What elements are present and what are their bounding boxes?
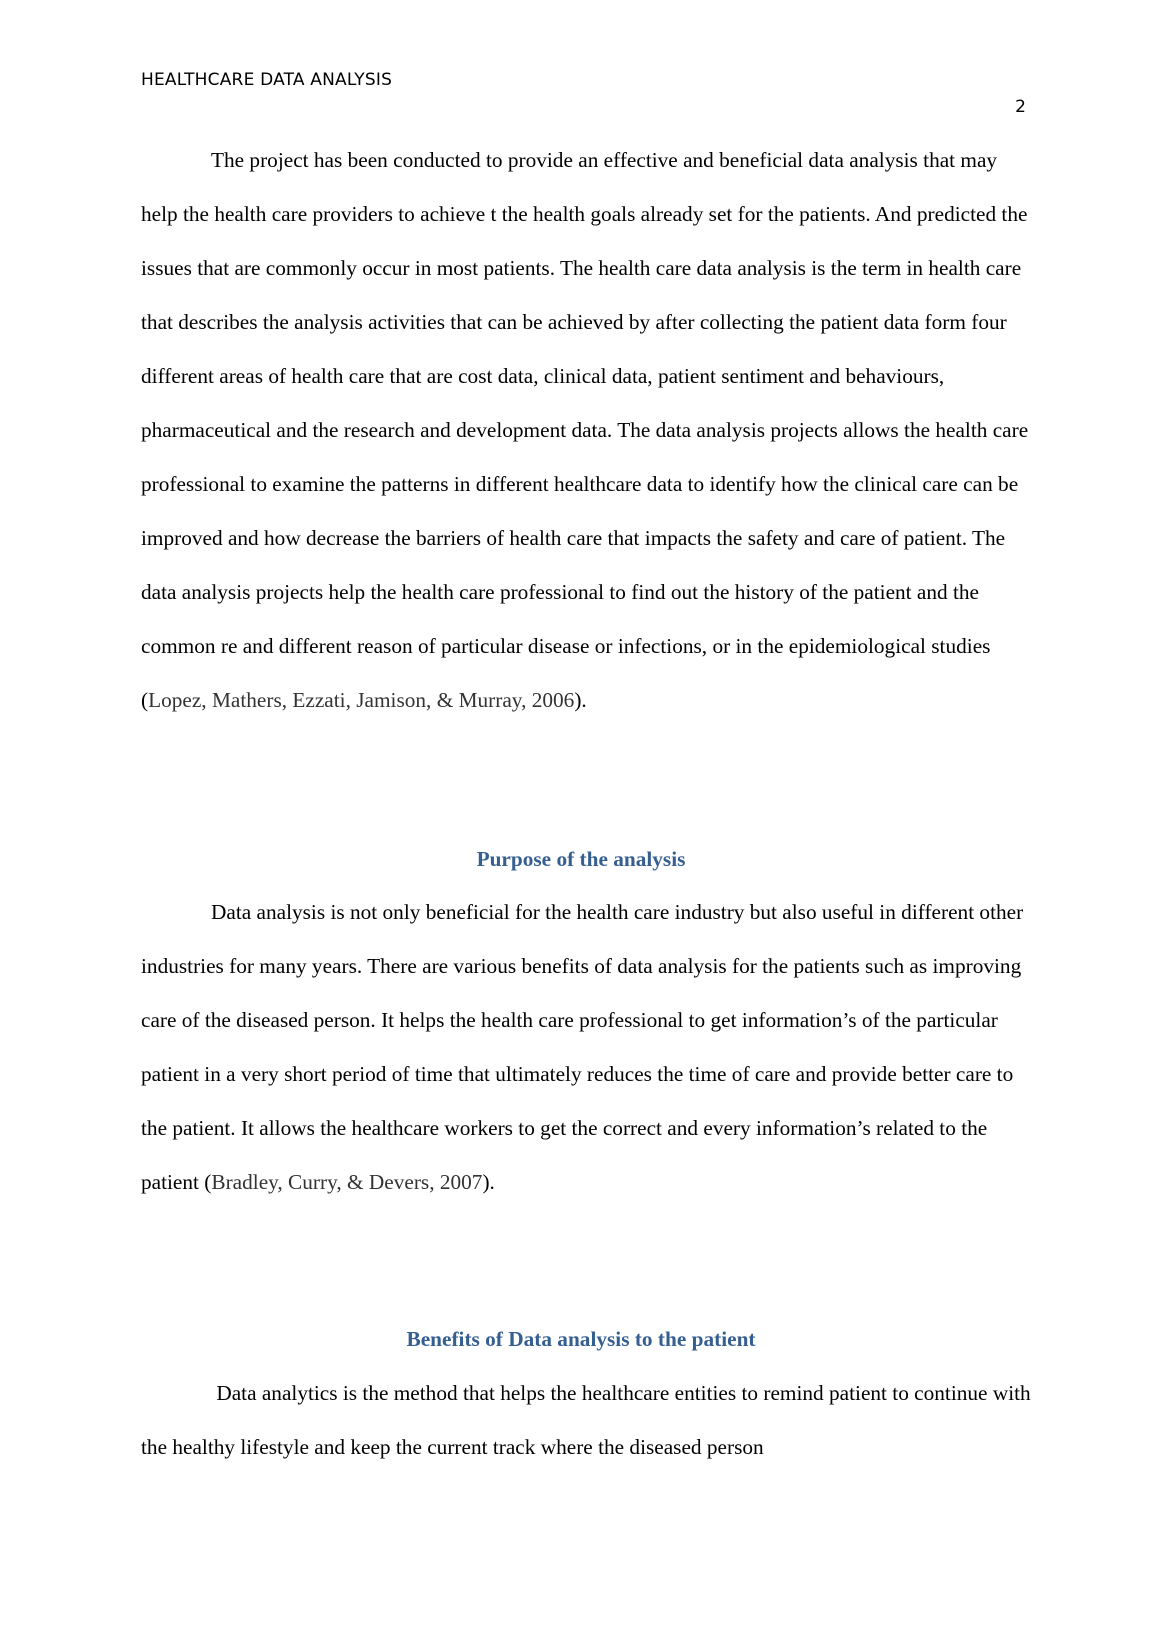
page-number: 2 bbox=[1015, 97, 1026, 117]
running-head: HEALTHCARE DATA ANALYSIS bbox=[141, 70, 393, 90]
citation-lopez: Lopez, Mathers, Ezzati, Jamison, & Murray, 2006 bbox=[148, 688, 575, 712]
citation-bradley: Bradley, Curry, & Devers, 2007 bbox=[211, 1170, 483, 1194]
paragraph-intro-end: ). bbox=[574, 688, 587, 712]
heading-benefits: Benefits of Data analysis to the patient bbox=[406, 1327, 756, 1351]
paragraph-benefits-text: Data analytics is the method that helps the healthcare entities to remind patient to continue with the healthy lifestyle and keep the current track where the diseased person bbox=[141, 1381, 1031, 1459]
paragraph-intro bbox=[141, 133, 1031, 727]
heading-purpose: Purpose of the analysis bbox=[476, 847, 686, 871]
paragraph-purpose-text: Data analysis is not only beneficial for the health care industry but also useful in different other industries for many years. There are various benefits of data analysis for the patients such as improving care of the diseased person. It helps the health care professional to get information’s of the particular patient in a very short period of time that ultimately reduces the time of care and provide better care to the patient. It allows the healthcare workers to get the correct and every information’s related to the patient ( bbox=[141, 900, 1024, 1194]
paragraph-benefits bbox=[141, 1366, 1031, 1474]
paragraph-purpose-end: ). bbox=[482, 1170, 495, 1194]
paragraph-intro-text: The project has been conducted to provide an effective and beneficial data analysis that may help the health care providers to achieve t the health goals already set for the patients. And predicted the issues that are commonly occur in most patients. The health care data analysis is the term in health care that describes the analysis activities that can be achieved by after collecting the patient data form four different areas of health care that are cost data, clinical data, patient sentiment and behaviours, pharmaceutical and the research and development data. The data analysis projects allows the health care professional to examine the patterns in different healthcare data to identify how the clinical care can be improved and how decrease the barriers of health care that impacts the safety and care of patient. The data analysis projects help the health care professional to find out the history of the patient and the common re and different reason of particular disease or infections, or in the epidemiological studies ( bbox=[141, 148, 1029, 712]
paragraph-purpose bbox=[141, 885, 1031, 1209]
